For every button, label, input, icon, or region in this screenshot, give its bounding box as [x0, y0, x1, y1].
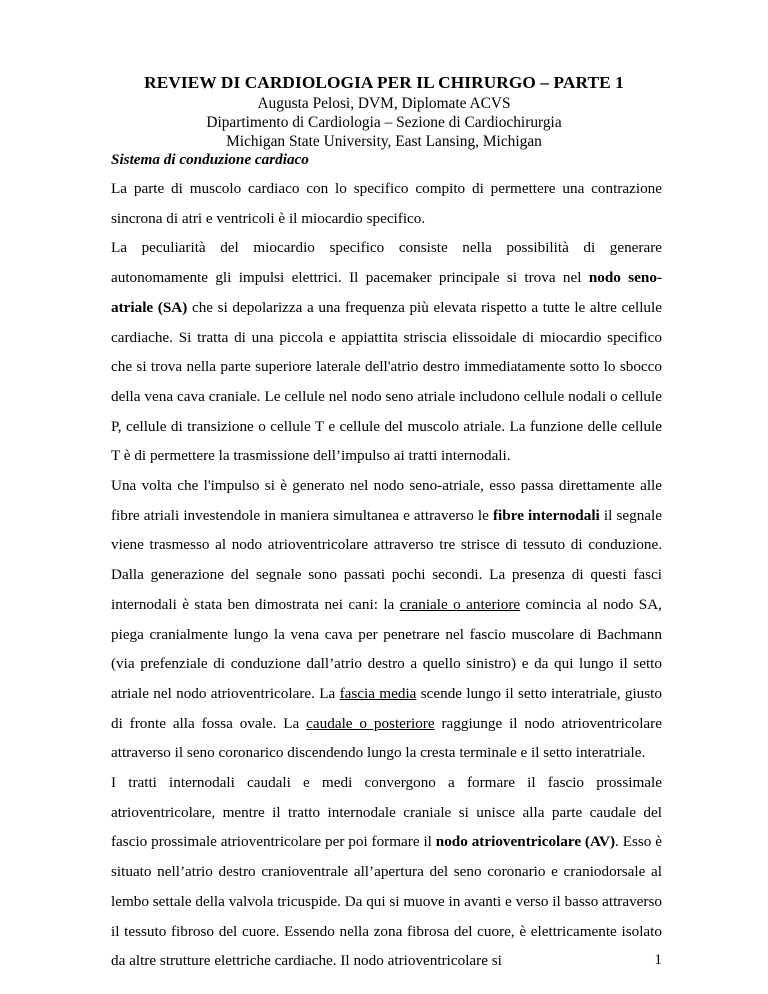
paragraph-3-text-e: comincia al nodo SA, piega cranialmente lungo la vena cava per penetrare nel fascio muscolare di Bachmann (via prefenziale di conduzione dall’atrio destro a quello sinistro) e da qui lungo il setto atriale nel nodo atrioventricolare. La — [111, 595, 662, 702]
document-header — [0, 72, 768, 151]
paragraph-3-text-c: il segnale viene trasmesso al nodo atrioventricolare attraverso tre strisce di tessuto di conduzione. Dalla generazione del segnale sono passati pochi secondi. La presenza di questi fasci internodali è stata ben dimostrata nei cani: la — [111, 506, 662, 613]
section-heading: Sistema di conduzione cardiaco — [111, 151, 309, 168]
term-caudale-posteriore: caudale o posteriore — [306, 714, 435, 732]
paragraph-3-text-i: raggiunge il nodo atrioventricolare attraverso il seno coronarico discendendo lungo la cresta terminale e il setto interatriale. — [111, 714, 662, 762]
paragraph-3-text-a: Una volta che l'impulso si è generato nel nodo seno-atriale, esso passa direttamente alle fibre atriali investendole in maniera simultanea e attraverso le — [111, 477, 662, 524]
term-fascia-media: fascia media — [339, 684, 417, 702]
document-body — [111, 146, 662, 976]
term-craniale-anteriore: craniale o anteriore — [399, 595, 521, 613]
institution-name: Michigan State University, East Lansing, Michigan — [226, 133, 542, 150]
department-name: Dipartimento di Cardiologia – Sezione di Cardiochirurgia — [206, 114, 562, 131]
page-number: 1 — [654, 951, 662, 968]
paragraph-4-text-a: I tratti internodali caudali e medi convergono a formare il fascio prossimale atrioventricolare, mentre il tratto internodale craniale si unisce alla parte caudale del fascio prossimale atrioventricolare per poi formare il — [111, 774, 662, 851]
paragraph-3-text-g: scende lungo il setto interatriale, giusto di fronte alla fossa ovale. La — [111, 684, 662, 732]
document-title: REVIEW DI CARDIOLOGIA PER IL CHIRURGO – PARTE 1 — [144, 73, 624, 92]
paragraph-2-text-c: che si depolarizza a una frequenza più elevata rispetto a tutte le altre cellule cardiache. Si tratta di una piccola e appiattita striscia elissoidale di miocardio specifico che si trova nella parte superiore laterale dell'atrio destro immediatamente sotto lo sbocco della vena cava craniale. Le cellule nel nodo seno atriale includono cellule nodali o cellule P, cellule di transizione o cellule T e cellule del muscolo atriale. La funzione delle cellule T è di permettere la trasmissione dell’impulso ai tratti internodali. — [111, 298, 662, 465]
paragraph-4 — [111, 768, 662, 976]
paragraph-1: La parte di muscolo cardiaco con lo specifico compito di permettere una contrazione sincrona di atri e ventricoli è il miocardio specifico. — [111, 180, 662, 227]
author-name: Augusta Pelosi, DVM, Diplomate ACVS — [257, 95, 511, 112]
term-nodo-atrioventricolare: nodo atrioventricolare (AV) — [435, 833, 616, 851]
paragraph-3 — [111, 471, 662, 768]
paragraph-2-text-a: La peculiarità del miocardio specifico consiste nella possibilità di generare autonomamente gli impulsi elettrici. Il pacemaker principale si trova nel — [111, 239, 662, 287]
term-fibre-internodali: fibre internodali — [493, 506, 600, 524]
paragraph-2 — [111, 233, 662, 471]
paragraph-4-text-c: . Esso è situato nell’atrio destro cranioventrale all’apertura del seno coronario e craniodorsale al lembo settale della valvola tricuspide. Da qui si muove in avanti e verso il basso attraverso il tessuto fibroso del cuore. Essendo nella zona fibrosa del cuore, è elettricamente isolato da altre strutture elettriche cardiache. Il nodo atrioventricolare si — [111, 833, 662, 970]
term-nodo-seno-atriale: nodo seno-atriale (SA) — [111, 269, 662, 316]
